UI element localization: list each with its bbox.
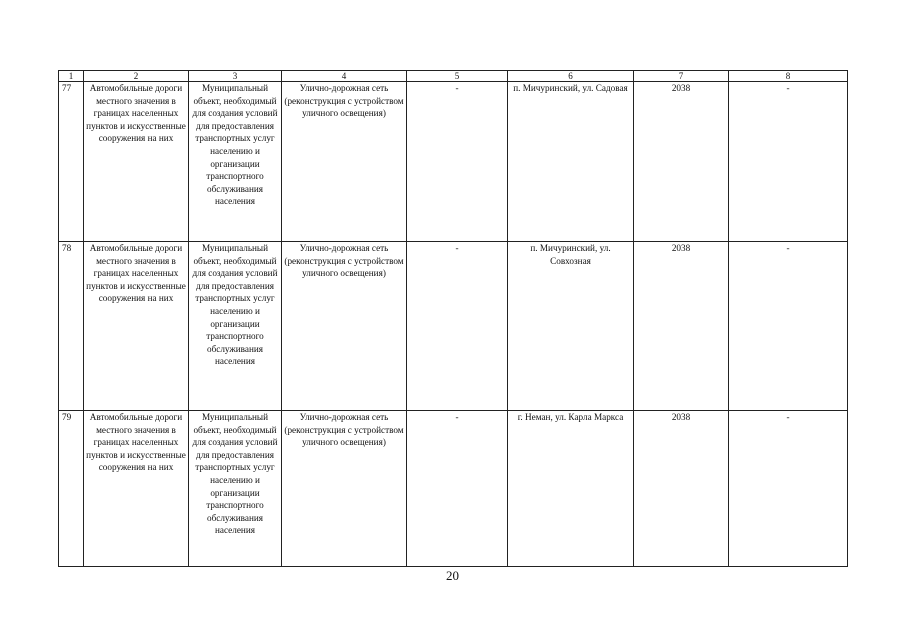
column-header: 5 (407, 71, 508, 82)
object-name-cell: Автомобильные дороги местного значения в границах населенных пунктов и искусственные сооружения на них (84, 411, 189, 567)
object-type-cell: Муниципальный объект, необходимый для создания условий для предоставления транспортных услуг населению и организации транспортного обслуживания населения (189, 411, 282, 567)
column-header: 8 (729, 71, 848, 82)
column8-cell: - (729, 411, 848, 567)
location-cell: п. Мичуринский, ул. Совхозная (508, 242, 634, 411)
object-type-cell: Муниципальный объект, необходимый для создания условий для предоставления транспортных услуг населению и организации транспортного обслуживания населения (189, 82, 282, 242)
objects-table (58, 70, 848, 567)
column5-cell: - (407, 82, 508, 242)
object-name-cell: Автомобильные дороги местного значения в границах населенных пунктов и искусственные сооружения на них (84, 82, 189, 242)
table-row (59, 411, 848, 567)
object-purpose-cell: Улично-дорожная сеть (реконструкция с устройством уличного освещения) (282, 82, 407, 242)
year-cell: 2038 (634, 82, 729, 242)
table-header-row (59, 71, 848, 82)
year-cell: 2038 (634, 242, 729, 411)
column5-cell: - (407, 242, 508, 411)
year-cell: 2038 (634, 411, 729, 567)
object-purpose-cell: Улично-дорожная сеть (реконструкция с устройством уличного освещения) (282, 411, 407, 567)
row-number: 78 (59, 242, 84, 411)
row-number: 77 (59, 82, 84, 242)
row-number: 79 (59, 411, 84, 567)
page-number: 20 (446, 568, 459, 583)
table-row (59, 82, 848, 242)
object-purpose-cell: Улично-дорожная сеть (реконструкция с устройством уличного освещения) (282, 242, 407, 411)
object-type-cell: Муниципальный объект, необходимый для создания условий для предоставления транспортных услуг населению и организации транспортного обслуживания населения (189, 242, 282, 411)
column-header: 6 (508, 71, 634, 82)
table-row (59, 242, 848, 411)
object-name-cell: Автомобильные дороги местного значения в границах населенных пунктов и искусственные сооружения на них (84, 242, 189, 411)
column-header: 7 (634, 71, 729, 82)
column8-cell: - (729, 242, 848, 411)
column-header: 3 (189, 71, 282, 82)
column5-cell: - (407, 411, 508, 567)
location-cell: г. Неман, ул. Карла Маркса (508, 411, 634, 567)
column-header: 2 (84, 71, 189, 82)
column-header: 1 (59, 71, 84, 82)
column8-cell: - (729, 82, 848, 242)
location-cell: п. Мичуринский, ул. Садовая (508, 82, 634, 242)
column-header: 4 (282, 71, 407, 82)
